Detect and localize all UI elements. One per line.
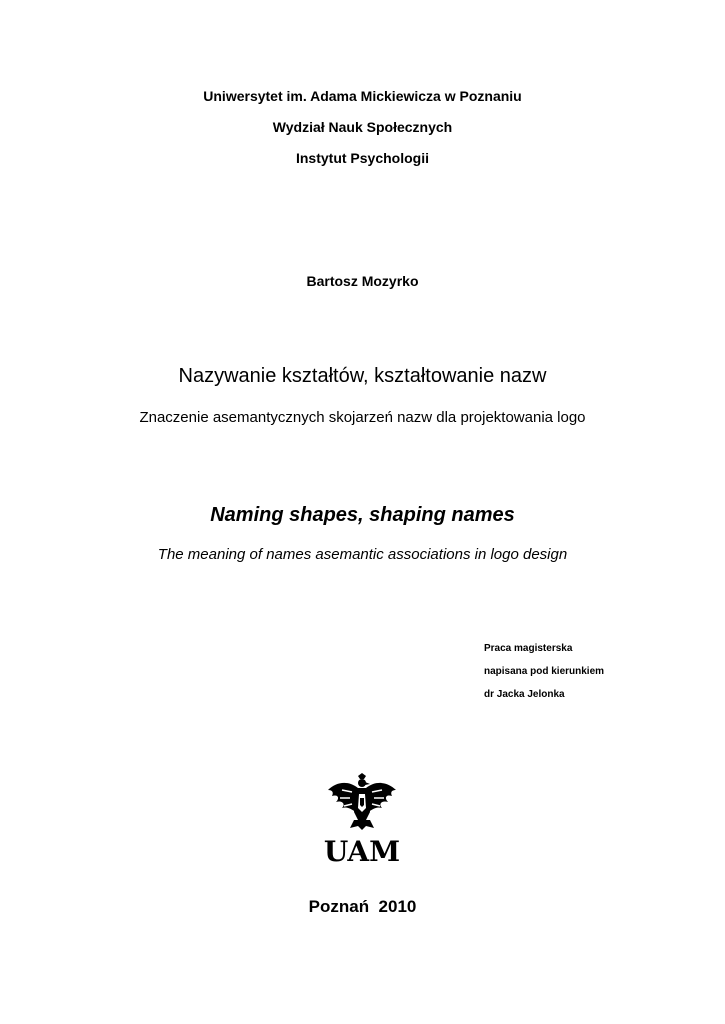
title-polish: Nazywanie kształtów, kształtowanie nazw — [178, 365, 547, 387]
logo-text: UAM — [323, 835, 401, 864]
faculty-name: Wydział Nauk Społecznych — [272, 119, 453, 135]
institute-name: Instytut Psychologii — [295, 150, 429, 166]
university-name: Uniwersytet im. Adama Mickiewicza w Poznaniu — [203, 88, 522, 104]
author-name: Bartosz Mozyrko — [306, 273, 419, 289]
uam-eagle-logo-icon — [322, 772, 402, 864]
thesis-supervision: napisana pod kierunkiem — [484, 666, 605, 677]
uam-logo — [322, 772, 402, 864]
subtitle-english: The meaning of names asemantic associations in logo design — [157, 546, 568, 563]
place-and-year: Poznań 2010 — [308, 897, 417, 916]
thesis-type: Praca magisterska — [484, 643, 573, 654]
subtitle-polish: Znaczenie asemantycznych skojarzeń nazw dla projektowania logo — [139, 409, 586, 426]
thesis-supervisor: dr Jacka Jelonka — [484, 689, 565, 700]
title-english: Naming shapes, shaping names — [210, 504, 515, 526]
